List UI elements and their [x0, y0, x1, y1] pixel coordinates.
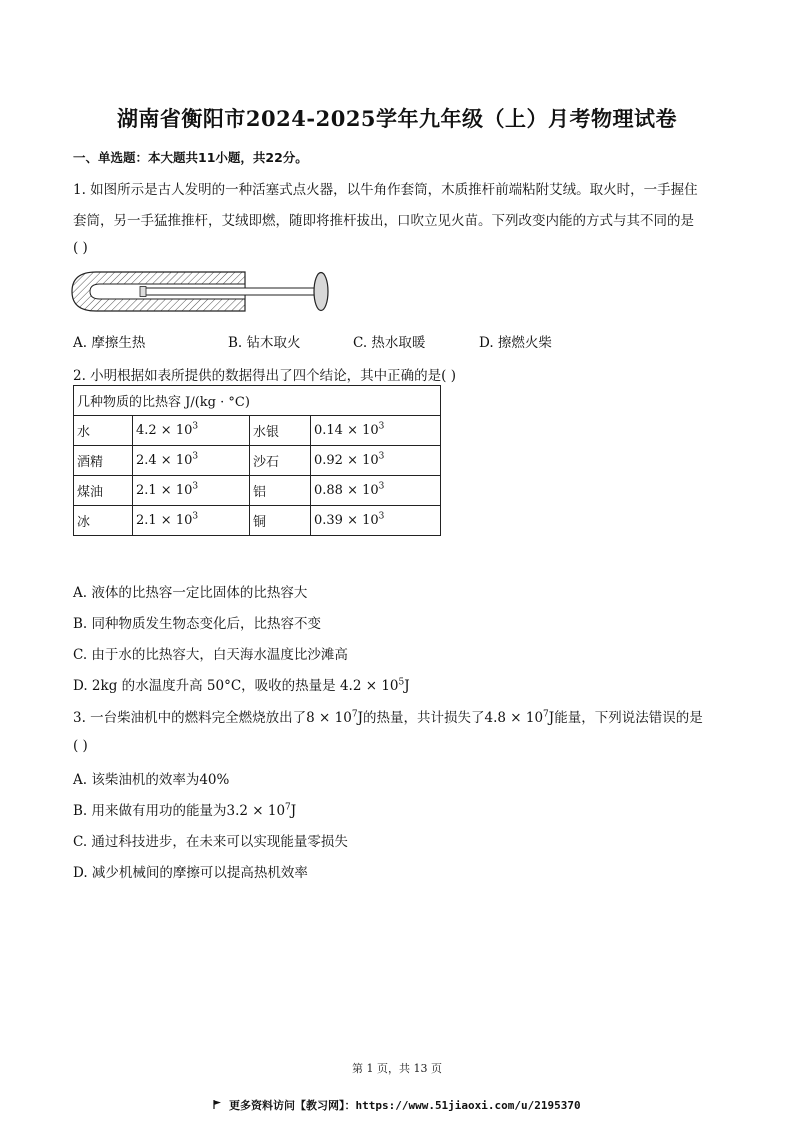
table-cell: $4.2 \times 10^3$	[133, 416, 250, 446]
promo-banner[interactable]	[0, 1097, 794, 1113]
q2-option-b[interactable]: B. 同种物质发生物态变化后，比热容不变	[73, 616, 322, 632]
q1-option-c[interactable]: C. 热水取暖	[353, 335, 426, 351]
table-cell: 铜	[250, 506, 311, 536]
q2-option-a[interactable]: A. 液体的比热容一定比固体的比热容大	[73, 585, 308, 601]
q1-option-d[interactable]: D. 擦燃火柴	[479, 335, 552, 351]
q1-line-1: 1. 如图所示是古人发明的一种活塞式点火器，以牛角作套筒，木质推杆前端粘附艾绒。取火时，一手握住	[73, 182, 698, 198]
q3-stem: 3. 一台柴油机中的燃料完全燃烧放出了$8 \times 10^7J$的热量，共计损失了$4.8 \times 10^7J$能量，下列说法错误的是	[73, 709, 703, 726]
table-cell: $2.4 \times 10^3$	[133, 446, 250, 476]
table-cell: 水	[74, 416, 133, 446]
table-cell: 铝	[250, 476, 311, 506]
q1-paren: ( )	[73, 240, 88, 256]
page-footer: 第 1 页，共 13 页	[352, 1062, 442, 1075]
table-cell: $0.92 \times 10^3$	[311, 446, 441, 476]
specific-heat-table	[73, 385, 441, 536]
q3-paren: ( )	[73, 738, 88, 754]
table-cell: $0.14 \times 10^3$	[311, 416, 441, 446]
section-heading: 一、单选题：本大题共11小题，共22分。	[73, 150, 308, 165]
q1-options	[73, 331, 733, 351]
table-row	[74, 506, 441, 536]
table-row	[74, 416, 441, 446]
q1-line-2: 套筒，另一手猛推推杆，艾绒即燃，随即将推杆拔出，口吹立见火苗。下列改变内能的方式与其不同的是	[73, 213, 694, 229]
q2-stem: 2. 小明根据如表所提供的数据得出了四个结论，其中正确的是( )	[73, 368, 456, 384]
q3-option-c[interactable]: C. 通过科技进步，在未来可以实现能量零损失	[73, 834, 348, 850]
table-cell: 冰	[74, 506, 133, 536]
q3-option-b[interactable]: B. 用来做有用功的能量为$3.2 \times 10^7J$	[73, 802, 297, 819]
q1-option-a[interactable]: A. 摩擦生热	[73, 335, 146, 351]
banner-text[interactable]: 更多资料访问【教习网】：https://www.51jiaoxi.com/u/2195370	[228, 1099, 581, 1112]
q2-option-c[interactable]: C. 由于水的比热容大，白天海水温度比沙滩高	[73, 647, 348, 663]
table-caption: 几种物质的比热容 J/(kg · °C)	[74, 386, 441, 416]
table-row	[74, 476, 441, 506]
table-cell: $2.1 \times 10^3$	[133, 506, 250, 536]
table-cell: 沙石	[250, 446, 311, 476]
table-row	[74, 446, 441, 476]
page-title: 湖南省衡阳市2024-2025学年九年级（上）月考物理试卷	[116, 106, 678, 131]
q1-option-b[interactable]: B. 钻木取火	[228, 335, 301, 351]
piston-igniter-figure	[70, 267, 340, 317]
table-cell: $0.88 \times 10^3$	[311, 476, 441, 506]
table-cell: 煤油	[74, 476, 133, 506]
q3-option-a[interactable]: A. 该柴油机的效率为40%	[73, 772, 230, 788]
table-cell: $0.39 \times 10^3$	[311, 506, 441, 536]
q2-option-d[interactable]: D. 2kg 的水温度升高 50°C，吸收的热量是 $4.2 \times 10^5J$	[73, 677, 410, 694]
q3-option-d[interactable]: D. 减少机械间的摩擦可以提高热机效率	[73, 865, 308, 881]
table-cell: 酒精	[74, 446, 133, 476]
table-cell: 水银	[250, 416, 311, 446]
table-cell: $2.1 \times 10^3$	[133, 476, 250, 506]
flag-icon	[213, 1100, 222, 1109]
